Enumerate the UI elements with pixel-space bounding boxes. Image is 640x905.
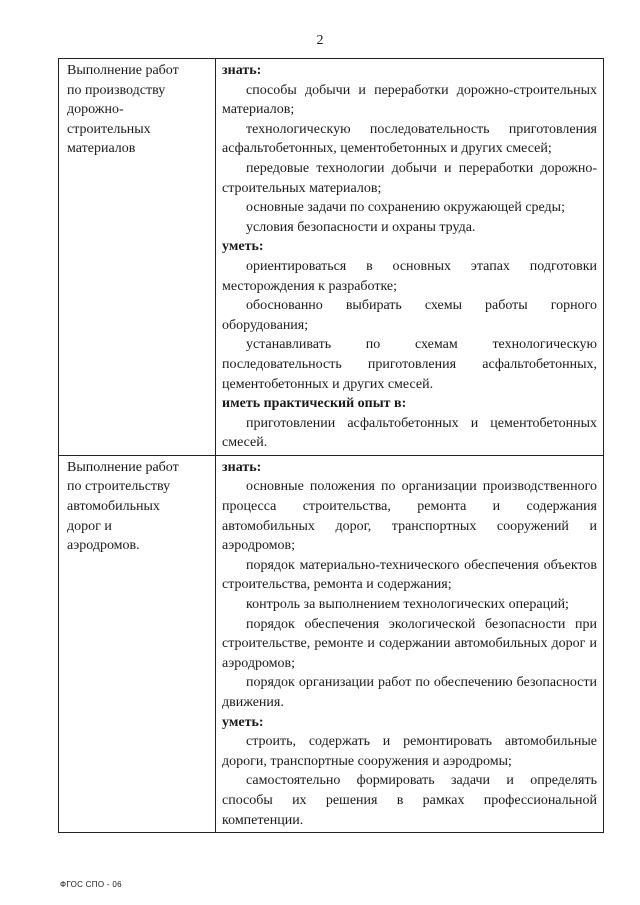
work-type-label-line: Выполнение работ xyxy=(67,459,179,475)
requirement-item: основные задачи по сохранению окружающей среды; xyxy=(246,200,565,216)
work-type-label-line: дорожно- xyxy=(67,102,124,118)
requirement-item: обоснованно выбирать схемы работы горного оборудования; xyxy=(222,298,597,333)
requirement-item: самостоятельно формировать задачи и определять способы их решения в рамках профессиональной компетенции. xyxy=(222,773,597,828)
requirements-cell xyxy=(216,455,604,832)
work-type-label-line: по производству xyxy=(67,82,166,98)
competency-table-body xyxy=(59,59,604,833)
table-row xyxy=(59,455,604,832)
requirement-item: порядок обеспечения экологической безопасности при строительстве, ремонте и содержании автомобильных дорог и аэродромов; xyxy=(222,616,597,671)
requirement-item: порядок организации работ по обеспечению безопасности движения. xyxy=(222,675,597,710)
requirement-item: способы добычи и переработки дорожно-строительных материалов; xyxy=(222,82,597,118)
work-type-label-line: Выполнение работ xyxy=(67,63,179,78)
requirement-item: устанавливать по схемам технологическую последовательность приготовления асфальтобетонных, цементобетонных и других смесей. xyxy=(222,337,597,392)
requirement-item: передовые технологии добычи и переработки дорожно-строительных материалов; xyxy=(222,160,597,196)
work-type-label-line: дорог и xyxy=(67,518,112,534)
requirement-group-heading: иметь практический опыт в: xyxy=(222,396,407,412)
requirement-group-heading: уметь: xyxy=(222,714,264,730)
work-type-label-line: аэродромов. xyxy=(67,538,140,554)
work-type-label-line: строительных xyxy=(67,121,151,137)
work-type-label-line: по строительству xyxy=(67,479,171,495)
requirement-group-heading: знать: xyxy=(222,63,262,78)
requirements-cell xyxy=(216,59,604,456)
requirement-item: контроль за выполнением технологических операций; xyxy=(246,597,569,613)
page-number: 2 xyxy=(316,33,324,48)
requirement-item: технологическую последовательность приготовления асфальтобетонных, цементобетонных и других смесей; xyxy=(222,121,597,157)
work-type-cell xyxy=(59,59,216,456)
requirement-group-heading: знать: xyxy=(222,459,262,475)
table-row xyxy=(59,59,604,456)
work-type-cell xyxy=(59,455,216,832)
requirement-item: условия безопасности и охраны труда. xyxy=(246,219,476,235)
requirement-item: ориентироваться в основных этапах подготовки месторождения к разработке; xyxy=(222,258,597,294)
requirement-item: основные положения по организации производственного процесса строительства, ремонта и содержания автомобильных дорог, транспортных сооружений и аэродромов; xyxy=(222,479,597,554)
work-type-label-line: автомобильных xyxy=(67,499,160,515)
work-type-label-line: материалов xyxy=(67,141,136,157)
document-footer-code: ФГОС СПО - 06 xyxy=(60,880,122,889)
requirement-group-heading: уметь: xyxy=(222,239,264,255)
requirement-item: строить, содержать и ремонтировать автомобильные дороги, транспортные сооружения и аэродромы; xyxy=(222,734,597,769)
requirement-item: порядок материально-технического обеспечения объектов строительства, ремонта и содержания; xyxy=(222,557,597,593)
competency-table xyxy=(58,58,604,833)
requirement-item: приготовлении асфальтобетонных и цементобетонных смесей. xyxy=(222,415,597,451)
